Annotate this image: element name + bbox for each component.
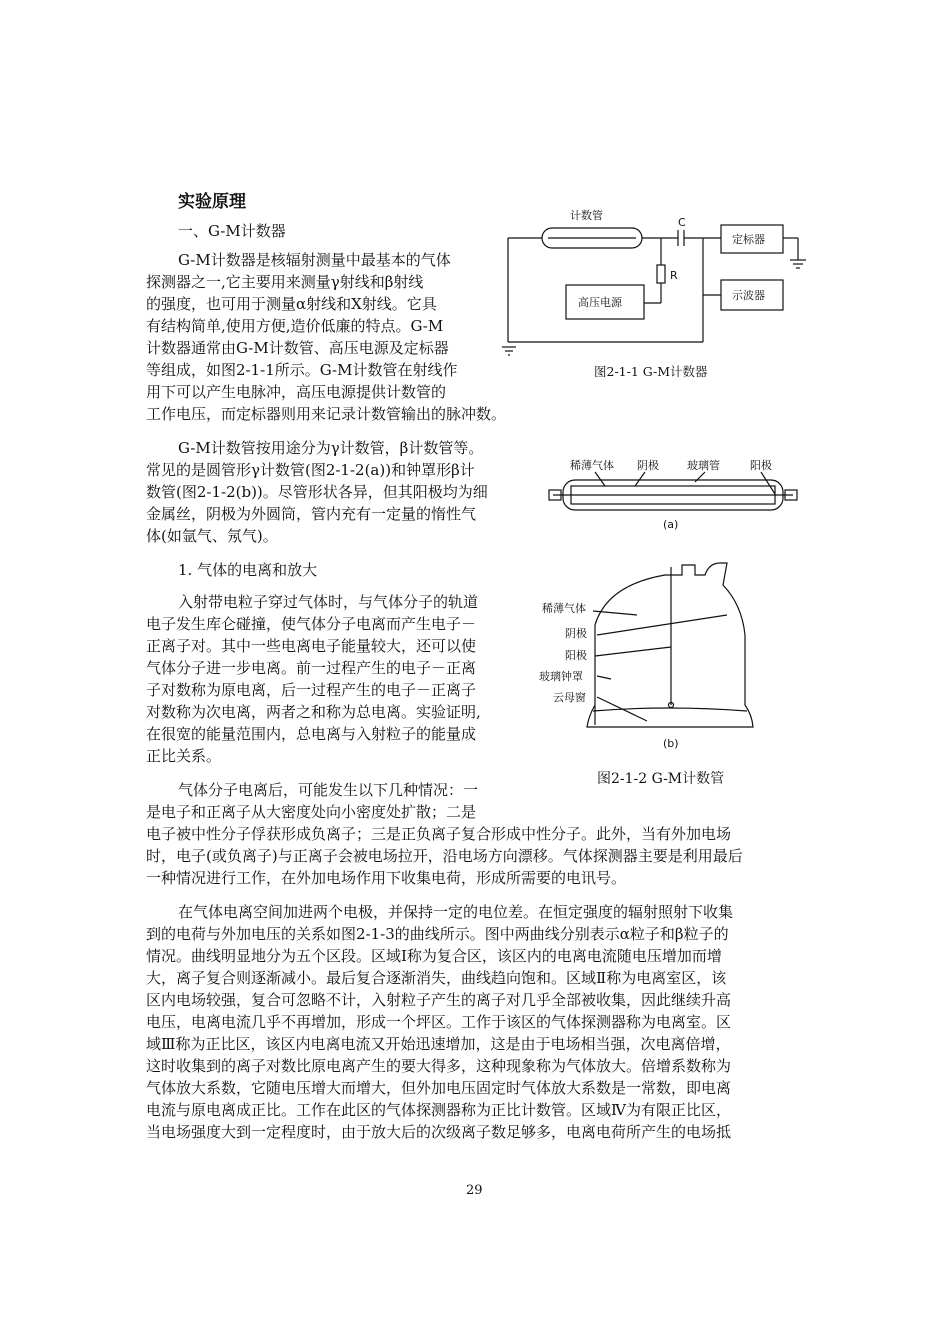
text-line: 电子被中性分子俘获形成负离子；三是正负离子复合形成中性分子。此外，当有外加电场 [146,825,732,843]
label-cathode: 阴极 [565,627,587,640]
subsection-title-gm-counter: 一、G-M计数器 [178,222,286,240]
text-line: 金属丝，阴极为外圆筒，管内充有一定量的惰性气 [146,505,477,523]
label-scaler: 定标器 [732,233,765,246]
text-line: 域Ⅲ称为正比区，该区内电离电流又开始迅速增加，这是由于电场相当强，次电离倍增， [146,1035,731,1053]
text-line: 大，离子复合则逐渐减小。最后复合逐渐消失，曲线趋向饱和。区域Ⅱ称为电离室区，该 [146,969,727,987]
figure-gm-counter-circuit [500,205,820,380]
label-anode: 阳极 [750,459,772,472]
text-line: 是电子和正离子从大密度处向小密度处扩散；二是 [146,803,477,821]
text-line: 子对数称为原电离，后一过程产生的电子－正离子 [146,681,477,699]
text-line: 电子发生库仑碰撞，使气体分子电离而产生电子－ [146,615,477,633]
text-line: 的强度，也可用于测量α射线和X射线。它具 [146,295,437,313]
text-line: 正比关系。 [146,747,222,765]
text-line: G-M计数器是核辐射测量中最基本的气体 [178,251,451,269]
label-hv-supply: 高压电源 [578,296,622,309]
label-glass-bell: 玻璃钟罩 [539,670,583,683]
figure-caption-2-1-2: 图2-1-2 G-M计数管 [597,771,725,787]
text-line: 入射带电粒子穿过气体时，与气体分子的轨道 [178,593,479,611]
text-line: 在很宽的能量范围内，总电离与入射粒子的能量成 [146,725,477,743]
label-counter-tube: 计数管 [570,209,603,222]
text-line: 等组成，如图2-1-1所示。G-M计数管在射线作 [146,361,458,379]
label-mica-window: 云母窗 [553,691,586,704]
sub-label-a: (a) [663,518,679,531]
text-line: 对数称为次电离，两者之和称为总电离。实验证明, [146,703,481,721]
sub-label-b: (b) [663,737,679,750]
text-line: 一种情况进行工作，在外加电场作用下收集电荷，形成所需要的电讯号。 [146,869,627,887]
label-cathode: 阴极 [637,459,659,472]
text-line: 气体放大系数，它随电压增大而增大，但外加电压固定时气体放大系数是一常数，即电离 [146,1079,732,1097]
text-line: 正离子对。其中一些电离电子能量较大，还可以使 [146,637,477,655]
text-line: 体(如氩气、氖气)。 [146,527,278,545]
text-line: 这时收集到的离子对数比原电离产生的要大得多，这种现象称为气体放大。倍增系数称为 [146,1057,732,1075]
text-line: 计数器通常由G-M计数管、高压电源及定标器 [146,339,449,357]
subsection-title-ionization: 1. 气体的电离和放大 [178,561,318,579]
label-dilute-gas: 稀薄气体 [570,459,614,472]
text-line: 当电场强度大到一定程度时，由于放大后的次级离子数足够多，电离电荷所产生的电场抵 [146,1123,732,1141]
mica-window [593,708,747,711]
text-line: 气体分子进一步电离。前一过程产生的电子－正离 [146,659,477,677]
text-line: 电流与原电离成正比。工作在此区的气体探测器称为正比计数管。区域Ⅳ为有限正比区， [146,1101,731,1119]
page-number: 29 [466,1183,483,1198]
text-line: 工作电压，而定标器则用来记录计数管输出的脉冲数。 [146,405,507,423]
text-line: 情况。曲线明显地分为五个区段。区域Ⅰ称为复合区，该区内的电离电流随电压增加而增 [146,947,722,965]
label-capacitor: C [678,216,686,229]
text-line: 到的电荷与外加电压的关系如图2-1-3的曲线所示。图中两曲线分别表示α粒子和β粒子的 [146,925,729,943]
text-line: 电压，电离电流几乎不再增加，形成一个坪区。工作于该区的气体探测器称为电离室。区 [146,1013,732,1031]
text-line: 常见的是圆管形γ计数管(图2-1-2(a))和钟罩形β计 [146,461,475,479]
text-line: 探测器之一,它主要用来测量γ射线和β射线 [146,273,424,291]
text-line: 用下可以产生电脉冲，高压电源提供计数管的 [146,383,447,401]
figure-bell-jar-tube [537,555,807,755]
figure-caption-2-1-1: 图2-1-1 G-M计数器 [594,364,708,379]
label-glass-tube: 玻璃管 [687,459,720,472]
text-line: 数管(图2-1-2(b))。尽管形状各异，但其阳极均为细 [146,483,488,501]
text-line: 在气体电离空间加进两个电极，并保持一定的电位差。在恒定强度的辐射照射下收集 [178,903,734,921]
label-anode: 阳极 [565,649,587,662]
text-line: G-M计数管按用途分为γ计数管，β计数管等。 [178,439,484,457]
resistor [657,265,665,283]
text-line: 有结构简单,使用方便,造价低廉的特点。G-M [146,317,444,335]
figure-cylindrical-tube [545,456,805,536]
text-line: 气体分子电离后，可能发生以下几种情况：一 [178,781,479,799]
label-oscilloscope: 示波器 [732,289,765,302]
section-title: 实验原理 [178,192,246,212]
text-line: 时，电子(或负离子)与正离子会被电场拉开，沿电场方向漂移。气体探测器主要是利用最后 [146,847,743,865]
label-resistor: R [670,269,678,282]
label-dilute-gas: 稀薄气体 [542,602,586,615]
text-line: 区内电场较强，复合可忽略不计，入射粒子产生的离子对几乎全部被收集，因此继续升高 [146,991,732,1009]
